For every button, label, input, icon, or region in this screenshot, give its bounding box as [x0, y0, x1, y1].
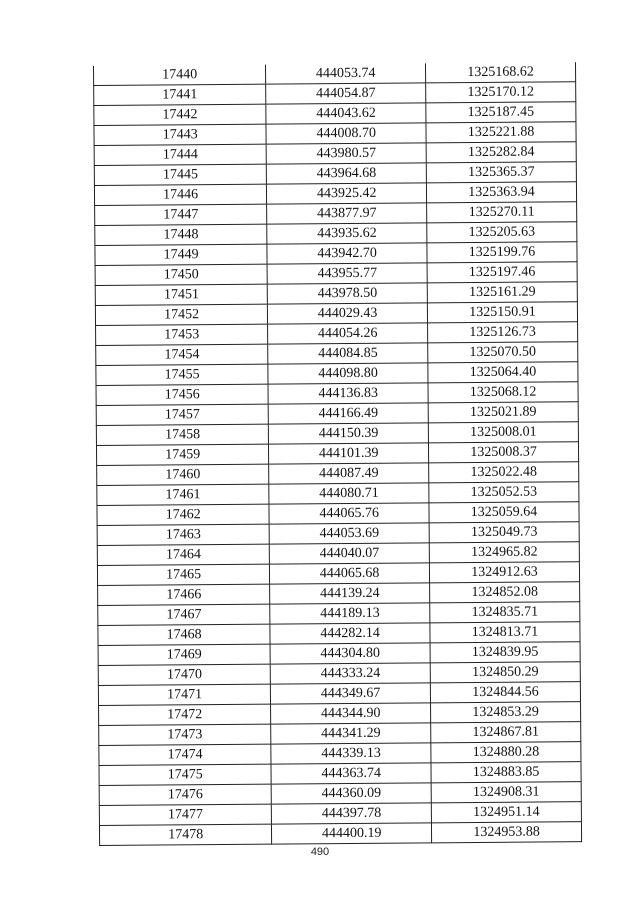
y-coordinate-cell: 1325168.62: [426, 62, 576, 83]
point-id-cell: 17452: [95, 304, 267, 325]
x-coordinate-cell: 444087.49: [269, 463, 429, 484]
y-coordinate-cell: 1324852.08: [430, 582, 580, 603]
y-coordinate-cell: 1325049.73: [429, 522, 579, 543]
y-coordinate-cell: 1324813.71: [430, 622, 580, 643]
point-id-cell: 17453: [96, 324, 268, 345]
point-id-cell: 17447: [95, 204, 267, 225]
y-coordinate-cell: 1325022.48: [429, 462, 579, 483]
y-coordinate-cell: 1324850.29: [430, 662, 580, 683]
y-coordinate-cell: 1324912.63: [429, 562, 579, 583]
point-id-cell: 17448: [95, 224, 267, 245]
y-coordinate-cell: 1325150.91: [427, 302, 577, 323]
point-id-cell: 17473: [99, 724, 271, 745]
point-id-cell: 17466: [98, 584, 270, 605]
y-coordinate-cell: 1325187.45: [426, 102, 576, 123]
x-coordinate-cell: 444333.24: [270, 663, 430, 684]
point-id-cell: 17463: [97, 524, 269, 545]
point-id-cell: 17462: [97, 504, 269, 525]
point-id-cell: 17461: [97, 484, 269, 505]
x-coordinate-cell: 444040.07: [270, 543, 430, 564]
y-coordinate-cell: 1325205.63: [427, 222, 577, 243]
point-id-cell: 17445: [94, 164, 266, 185]
x-coordinate-cell: 444150.39: [269, 423, 429, 444]
y-coordinate-cell: 1325161.29: [427, 282, 577, 303]
x-coordinate-cell: 444080.71: [269, 483, 429, 504]
point-id-cell: 17475: [99, 764, 271, 785]
point-id-cell: 17441: [94, 84, 266, 105]
point-id-cell: 17470: [98, 664, 270, 685]
x-coordinate-cell: 444053.69: [269, 523, 429, 544]
x-coordinate-cell: 443877.97: [267, 203, 427, 224]
y-coordinate-cell: 1325059.64: [429, 502, 579, 523]
point-id-cell: 17440: [93, 65, 265, 86]
table-body: [93, 62, 581, 845]
y-coordinate-cell: 1325052.53: [429, 482, 579, 503]
point-id-cell: 17458: [96, 424, 268, 445]
y-coordinate-cell: 1325170.12: [426, 82, 576, 103]
point-id-cell: 17474: [99, 744, 271, 765]
x-coordinate-cell: 443980.57: [266, 143, 426, 164]
x-coordinate-cell: 444282.14: [270, 623, 430, 644]
point-id-cell: 17449: [95, 244, 267, 265]
point-id-cell: 17451: [95, 284, 267, 305]
point-id-cell: 17459: [96, 444, 268, 465]
y-coordinate-cell: 1325363.94: [426, 182, 576, 203]
y-coordinate-cell: 1325197.46: [427, 262, 577, 283]
x-coordinate-cell: 444098.80: [268, 363, 428, 384]
y-coordinate-cell: 1325064.40: [428, 362, 578, 383]
point-id-cell: 17442: [94, 104, 266, 125]
y-coordinate-cell: 1324951.14: [431, 802, 581, 823]
y-coordinate-cell: 1325008.37: [429, 442, 579, 463]
y-coordinate-cell: 1325282.84: [426, 142, 576, 163]
x-coordinate-cell: 444339.13: [271, 743, 431, 764]
x-coordinate-cell: 444043.62: [266, 103, 426, 124]
x-coordinate-cell: 444065.68: [270, 563, 430, 584]
point-id-cell: 17443: [94, 124, 266, 145]
x-coordinate-cell: 444136.83: [268, 383, 428, 404]
y-coordinate-cell: 1324835.71: [430, 602, 580, 623]
x-coordinate-cell: 444139.24: [270, 583, 430, 604]
y-coordinate-cell: 1324965.82: [429, 542, 579, 563]
y-coordinate-cell: 1324880.28: [431, 742, 581, 763]
x-coordinate-cell: 444101.39: [269, 443, 429, 464]
x-coordinate-cell: 444008.70: [266, 123, 426, 144]
x-coordinate-cell: 444065.76: [269, 503, 429, 524]
point-id-cell: 17471: [98, 684, 270, 705]
y-coordinate-cell: 1325126.73: [428, 322, 578, 343]
point-id-cell: 17460: [97, 464, 269, 485]
point-id-cell: 17465: [97, 564, 269, 585]
y-coordinate-cell: 1324953.88: [431, 822, 581, 843]
point-id-cell: 17468: [98, 624, 270, 645]
y-coordinate-cell: 1324839.95: [430, 642, 580, 663]
coordinates-table: [93, 62, 582, 846]
x-coordinate-cell: 444054.87: [266, 83, 426, 104]
y-coordinate-cell: 1325068.12: [428, 382, 578, 403]
table-row: [99, 822, 581, 846]
y-coordinate-cell: 1325221.88: [426, 122, 576, 143]
point-id-cell: 17472: [99, 704, 271, 725]
x-coordinate-cell: 444029.43: [268, 303, 428, 324]
point-id-cell: 17478: [99, 824, 271, 845]
y-coordinate-cell: 1324883.85: [431, 762, 581, 783]
point-id-cell: 17467: [98, 604, 270, 625]
x-coordinate-cell: 444054.26: [268, 323, 428, 344]
x-coordinate-cell: 443935.62: [267, 223, 427, 244]
x-coordinate-cell: 444363.74: [271, 763, 431, 784]
y-coordinate-cell: 1324844.56: [430, 682, 580, 703]
point-id-cell: 17454: [96, 344, 268, 365]
point-id-cell: 17444: [94, 144, 266, 165]
y-coordinate-cell: 1325008.01: [428, 422, 578, 443]
x-coordinate-cell: 444341.29: [271, 723, 431, 744]
x-coordinate-cell: 443964.68: [267, 163, 427, 184]
x-coordinate-cell: 444304.80: [270, 643, 430, 664]
x-coordinate-cell: 444189.13: [270, 603, 430, 624]
x-coordinate-cell: 443955.77: [267, 263, 427, 284]
x-coordinate-cell: 443942.70: [267, 243, 427, 264]
y-coordinate-cell: 1325365.37: [426, 162, 576, 183]
point-id-cell: 17455: [96, 364, 268, 385]
x-coordinate-cell: 444053.74: [266, 63, 426, 84]
x-coordinate-cell: 444360.09: [271, 783, 431, 804]
page-number: 490: [310, 846, 330, 858]
point-id-cell: 17464: [97, 544, 269, 565]
point-id-cell: 17457: [96, 404, 268, 425]
point-id-cell: 17450: [95, 264, 267, 285]
y-coordinate-cell: 1324867.81: [431, 722, 581, 743]
x-coordinate-cell: 443925.42: [267, 183, 427, 204]
x-coordinate-cell: 444400.19: [272, 823, 432, 844]
point-id-cell: 17476: [99, 784, 271, 805]
point-id-cell: 17446: [94, 184, 266, 205]
y-coordinate-cell: 1325021.89: [428, 402, 578, 423]
y-coordinate-cell: 1324853.29: [431, 702, 581, 723]
y-coordinate-cell: 1324908.31: [431, 782, 581, 803]
x-coordinate-cell: 444166.49: [268, 403, 428, 424]
point-id-cell: 17469: [98, 644, 270, 665]
x-coordinate-cell: 444397.78: [272, 803, 432, 824]
x-coordinate-cell: 443978.50: [267, 283, 427, 304]
x-coordinate-cell: 444344.90: [271, 703, 431, 724]
y-coordinate-cell: 1325270.11: [427, 202, 577, 223]
y-coordinate-cell: 1325199.76: [427, 242, 577, 263]
x-coordinate-cell: 444084.85: [268, 343, 428, 364]
x-coordinate-cell: 444349.67: [271, 683, 431, 704]
y-coordinate-cell: 1325070.50: [428, 342, 578, 363]
point-id-cell: 17477: [99, 804, 271, 825]
point-id-cell: 17456: [96, 384, 268, 405]
